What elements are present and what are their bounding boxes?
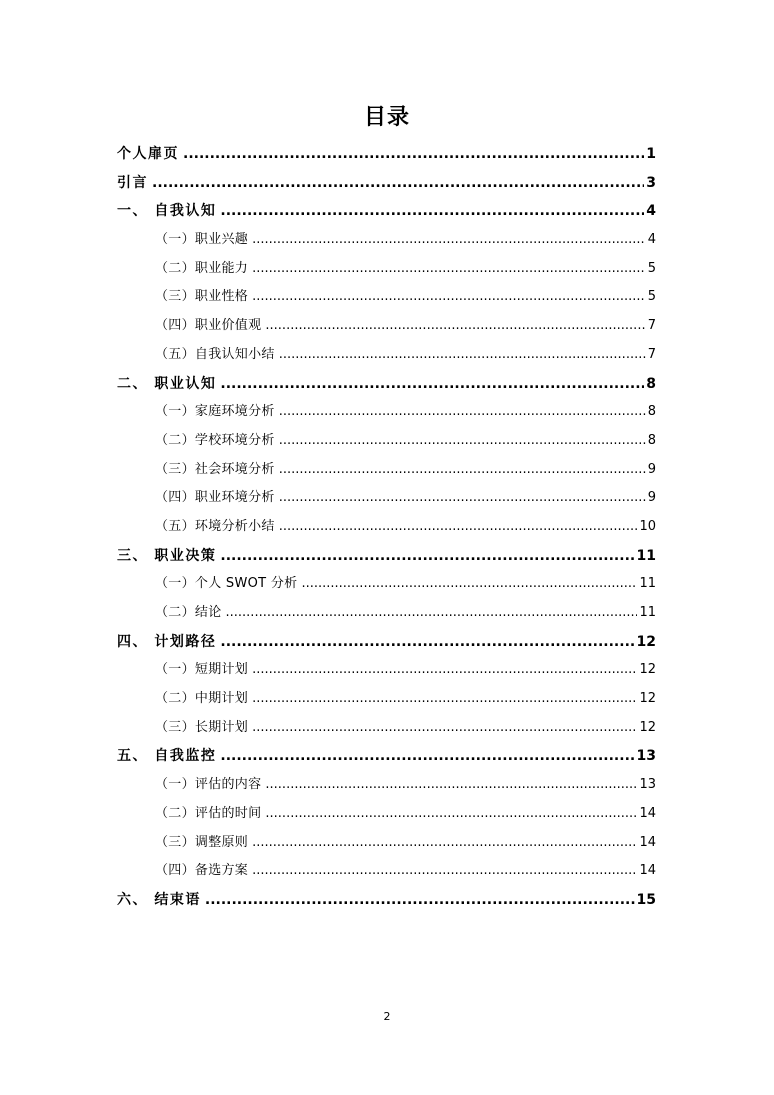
toc-entry-label: （二）中期计划: [155, 691, 249, 707]
toc-dot-leader: [279, 427, 646, 456]
toc-entry-label: 个人扉页: [117, 146, 179, 162]
toc-dot-leader: [252, 656, 637, 685]
toc-entry-label: （二）学校环境分析: [155, 432, 275, 448]
toc-chapter-entry[interactable]: [117, 140, 656, 169]
toc-entry-page: 10: [639, 518, 656, 534]
toc-entry-page: 8: [646, 375, 656, 392]
toc-entry-page: 5: [647, 260, 656, 276]
toc-entry-page: 12: [636, 633, 656, 650]
toc-entry-label: （三）调整原则: [155, 834, 249, 850]
toc-entry-label: （三）社会环境分析: [155, 461, 275, 477]
toc-entry-label: （一）个人 SWOT 分析: [155, 576, 298, 592]
toc-entry-page: 11: [639, 576, 656, 592]
toc-entry-page: 12: [639, 691, 656, 707]
toc-dot-leader: [252, 714, 637, 743]
toc-section-entry[interactable]: [117, 255, 656, 284]
toc-chapter-entry[interactable]: [117, 886, 656, 915]
toc-dot-leader: [265, 800, 637, 829]
page-number: 2: [383, 1010, 391, 1023]
toc-entry-page: 15: [636, 891, 656, 908]
toc-entry-page: 14: [639, 834, 656, 850]
toc-section-entry[interactable]: [117, 685, 656, 714]
toc-section-entry[interactable]: [117, 398, 656, 427]
page-title: 目录: [363, 105, 410, 130]
toc-entry-page: 7: [647, 318, 656, 334]
toc-entry-page: 7: [647, 346, 656, 362]
toc-dot-leader: [265, 771, 637, 800]
toc-dot-leader: [279, 341, 646, 370]
toc-entry-page: 5: [647, 289, 656, 305]
toc-entry-label: （一）职业兴趣: [155, 232, 249, 248]
toc-entry-label: （五）自我认知小结: [155, 346, 275, 362]
toc-dot-leader: [252, 685, 637, 714]
table-of-contents: [117, 140, 656, 915]
toc-entry-label: 六、 结束语: [117, 891, 201, 908]
toc-entry-page: 12: [639, 662, 656, 678]
toc-chapter-entry[interactable]: [117, 197, 656, 226]
toc-entry-label: （四）职业价值观: [155, 318, 262, 334]
toc-entry-page: 3: [646, 174, 656, 191]
toc-dot-leader: [265, 312, 645, 341]
toc-entry-label: （四）职业环境分析: [155, 490, 275, 506]
toc-dot-leader: [220, 628, 634, 657]
toc-dot-leader: [220, 542, 634, 571]
toc-dot-leader: [279, 456, 646, 485]
toc-entry-page: 14: [639, 805, 656, 821]
toc-chapter-entry[interactable]: [117, 742, 656, 771]
toc-entry-label: 二、 职业认知: [117, 375, 217, 392]
toc-entry-label: （三）长期计划: [155, 719, 249, 735]
toc-entry-label: 一、 自我认知: [117, 203, 217, 220]
toc-dot-leader: [252, 255, 646, 284]
toc-entry-label: 四、 计划路径: [117, 633, 217, 650]
toc-entry-page: 9: [647, 490, 656, 506]
toc-entry-page: 12: [639, 719, 656, 735]
toc-section-entry[interactable]: [117, 427, 656, 456]
toc-dot-leader: [301, 570, 637, 599]
toc-dot-leader: [226, 599, 638, 628]
toc-entry-label: （一）短期计划: [155, 662, 249, 678]
toc-chapter-entry[interactable]: [117, 542, 656, 571]
toc-entry-page: 14: [639, 863, 656, 879]
toc-entry-page: 1: [646, 146, 656, 162]
toc-entry-label: （五）环境分析小结: [155, 518, 275, 534]
toc-dot-leader: [252, 283, 646, 312]
toc-section-entry[interactable]: [117, 226, 656, 255]
toc-entry-label: （二）结论: [155, 605, 222, 620]
toc-section-entry[interactable]: [117, 484, 656, 513]
toc-entry-page: 11: [639, 605, 656, 620]
toc-section-entry[interactable]: [117, 341, 656, 370]
toc-dot-leader: [183, 140, 644, 169]
toc-entry-page: 11: [636, 547, 656, 564]
toc-section-entry[interactable]: [117, 570, 656, 599]
toc-entry-label: 五、 自我监控: [117, 748, 217, 765]
toc-section-entry[interactable]: [117, 456, 656, 485]
toc-entry-page: 13: [639, 777, 656, 793]
toc-entry-page: 9: [647, 461, 656, 477]
toc-section-entry[interactable]: [117, 312, 656, 341]
toc-section-entry[interactable]: [117, 599, 656, 628]
toc-entry-label: （三）职业性格: [155, 289, 249, 305]
toc-dot-leader: [252, 226, 646, 255]
toc-entry-label: （二）职业能力: [155, 260, 249, 276]
toc-entry-page: 4: [646, 203, 656, 220]
toc-section-entry[interactable]: [117, 656, 656, 685]
toc-dot-leader: [279, 398, 646, 427]
toc-dot-leader: [279, 513, 638, 542]
toc-section-entry[interactable]: [117, 771, 656, 800]
toc-dot-leader: [279, 484, 646, 513]
toc-entry-page: 8: [647, 432, 656, 448]
toc-chapter-entry[interactable]: [117, 169, 656, 198]
toc-dot-leader: [152, 169, 644, 198]
toc-section-entry[interactable]: [117, 857, 656, 886]
toc-chapter-entry[interactable]: [117, 370, 656, 399]
toc-entry-label: 三、 职业决策: [117, 547, 217, 564]
toc-entry-label: （四）备选方案: [155, 863, 249, 879]
toc-entry-page: 8: [647, 404, 656, 420]
toc-section-entry[interactable]: [117, 283, 656, 312]
toc-dot-leader: [220, 742, 634, 771]
toc-entry-label: （一）家庭环境分析: [155, 404, 275, 420]
toc-dot-leader: [220, 370, 644, 399]
toc-dot-leader: [205, 886, 635, 915]
toc-section-entry[interactable]: [117, 513, 656, 542]
toc-chapter-entry[interactable]: [117, 628, 656, 657]
toc-entry-page: 13: [636, 748, 656, 765]
toc-section-entry[interactable]: [117, 829, 656, 858]
toc-entry-label: 引言: [117, 174, 148, 191]
toc-section-entry[interactable]: [117, 714, 656, 743]
toc-entry-label: （一）评估的内容: [155, 777, 262, 793]
toc-dot-leader: [252, 857, 637, 886]
toc-entry-label: （二）评估的时间: [155, 805, 262, 821]
toc-entry-page: 4: [647, 232, 656, 248]
toc-dot-leader: [252, 829, 637, 858]
toc-dot-leader: [220, 197, 644, 226]
toc-section-entry[interactable]: [117, 800, 656, 829]
